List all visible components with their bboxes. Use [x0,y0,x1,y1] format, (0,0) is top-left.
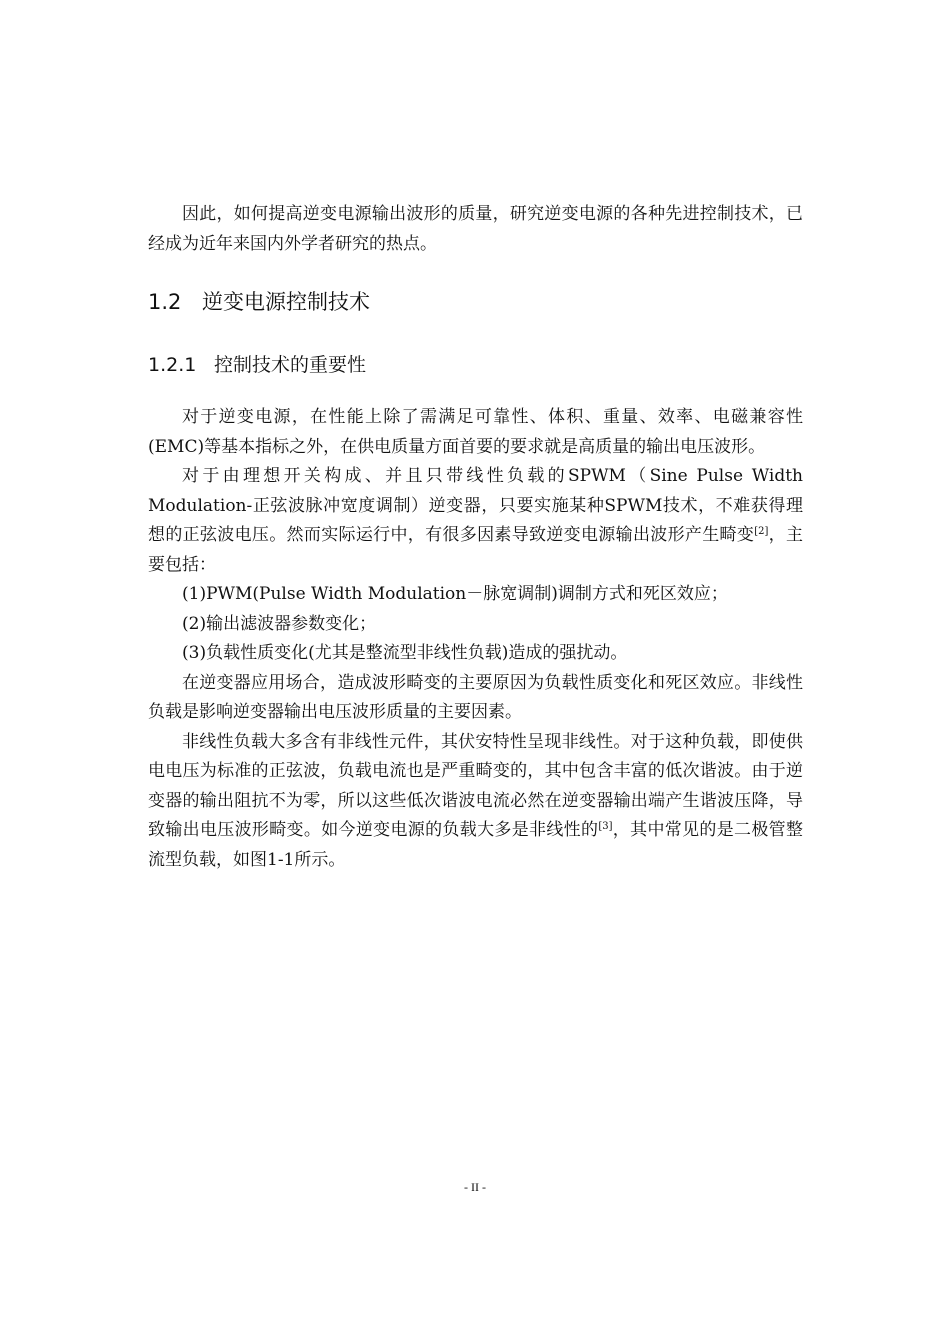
section-heading [148,287,803,317]
list-item: (1)PWM(Pulse Width Modulation－脉宽调制)调制方式和死区效应； [182,584,728,604]
paragraph-nonlinear-load [148,728,803,876]
intro-paragraph: 因此，如何提高逆变电源输出波形的质量，研究逆变电源的各种先进控制技术，已经成为近年来国内外学者研究的热点。 [148,204,803,254]
paragraph-distortion-causes: 在逆变器应用场合，造成波形畸变的主要原因为负载性质变化和死区效应。非线性负载是影响逆变器输出电压波形质量的主要因素。 [148,672,803,722]
page-number: - II - [464,1180,486,1194]
paragraph-nonlinear-tail: ，其中常见的是二极管整流型负载，如图1-1所示。 [148,820,804,870]
paragraph-spwm [148,462,803,580]
subsection-title: 控制技术的重要性 [214,354,367,376]
page-body [148,200,803,875]
subsection-number: 1.2.1 [148,354,197,376]
citation-ref-3: [3] [598,821,613,832]
citation-ref-2: [2] [754,526,769,537]
list-item: (2)输出滤波器参数变化； [182,613,377,634]
paragraph-requirements: 对于逆变电源，在性能上除了需满足可靠性、体积、重量、效率、电磁兼容性(EMC)等基本指标之外，在供电质量方面首要的要求就是高质量的输出电压波形。 [148,407,803,457]
subsection-heading [148,351,803,379]
list-item: (3)负载性质变化(尤其是整流型非线性负载)造成的强扰动。 [182,643,628,663]
section-number: 1.2 [148,290,182,314]
paragraph-spwm-tail: ，主要包括： [148,525,803,575]
paragraph-nonlinear-text: 非线性负载大多含有非线性元件，其伏安特性呈现非线性。对于这种负载，即使供电电压为标准的正弦波，负载电流也是严重畸变的，其中包含丰富的低次谐波。由于逆变器的输出阻抗不为零，所以这些低次谐波电流必然在逆变器输出端产生谐波压降，导致输出电压波形畸变。如今逆变电源的负载大多是非线性的 [148,731,803,840]
section-title: 逆变电源控制技术 [202,290,370,314]
paragraph-spwm-text: 对于由理想开关构成、并且只带线性负载的SPWM（Sine Pulse Width Modulation-正弦波脉冲宽度调制）逆变器，只要实施某种SPWM技术，不难获得理想的正弦波电压。然而实际运行中，有很多因素导致逆变电源输出波形产生畸变 [148,466,803,545]
